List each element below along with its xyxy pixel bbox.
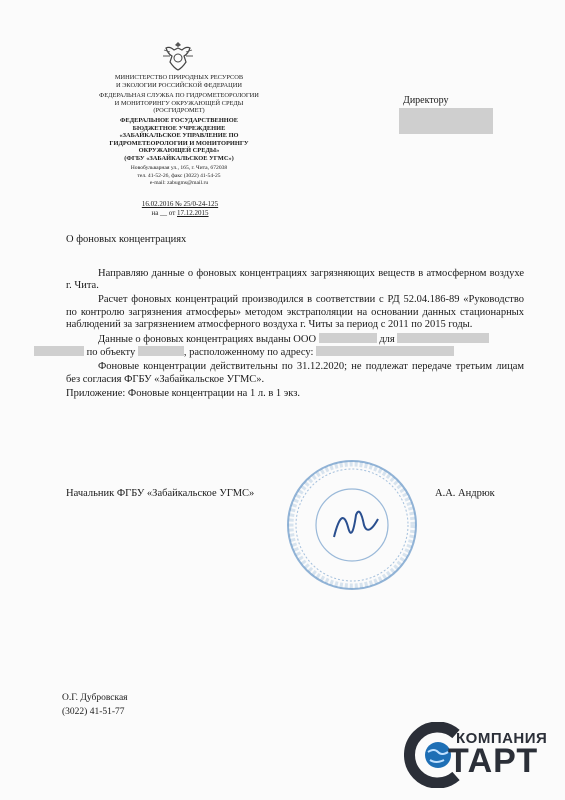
attachment-note: Приложение: Фоновые концентрации на 1 л. в 1 экз. bbox=[66, 387, 301, 399]
paragraph-3: Данные о фоновых концентрациях выданы ООО для по объекту , расположенному по адресу: bbox=[66, 333, 524, 359]
paragraph-2: Расчет фоновых концентраций производился в соответствии с РД 52.04.186-89 «Руководство по контролю загрязнения атмосферы» методом экстраполяции на основании данных стационарных наблюдений за загрязнением атмосферного воздуха г. Читы за период с 2011 по 2015 годы. bbox=[66, 294, 524, 330]
signer-name: А.А. Андрюк bbox=[435, 488, 495, 499]
paragraph-4: Фоновые концентрации действительны по 31.12.2020; не подлежат передаче третьим лицам без согласия ФГБУ «Забайкальское УГМС». bbox=[66, 361, 524, 385]
redacted-client-cont bbox=[34, 346, 84, 356]
executor-info bbox=[62, 691, 128, 719]
logo-word-main: ТАРТ bbox=[448, 742, 539, 780]
company-logo-watermark bbox=[404, 718, 560, 790]
redacted-object bbox=[138, 346, 184, 356]
phone-fax: тел. 41-52-26, факс (3022) 41-54-25 bbox=[137, 172, 221, 179]
letter-subject: О фоновых концентрациях bbox=[66, 234, 187, 245]
recipient-title: Директору bbox=[403, 95, 449, 106]
official-stamp bbox=[282, 455, 422, 595]
redacted-address bbox=[316, 346, 454, 356]
redacted-company bbox=[319, 333, 377, 343]
ministry-name: МИНИСТЕРСТВО ПРИРОДНЫХ РЕСУРСОВ И ЭКОЛОГИИ РОССИЙСКОЙ ФЕДЕРАЦИИ bbox=[114, 74, 244, 89]
email: e-mail: zabugms@mail.ru bbox=[149, 180, 209, 187]
letter-body bbox=[66, 268, 524, 402]
institution-name: ФЕДЕРАЛЬНОЕ ГОСУДАРСТВЕННОЕ БЮДЖЕТНОЕ УЧРЕЖДЕНИЕ «ЗАБАЙКАЛЬСКОЕ УПРАВЛЕНИЕ ПО ГИДРОМЕТЕОРОЛОГИИ И МОНИТОРИНГУ ОКРУЖАЮЩЕЙ СРЕДЫ» (ФГБУ «ЗАБАЙКАЛЬСКОЕ УГМС») bbox=[109, 117, 249, 162]
logo-word-top: КОМПАНИЯ bbox=[456, 730, 548, 747]
paragraph-1: Направляю данные о фоновых концентрациях загрязняющих веществ в атмосферном воздухе г. Чита. bbox=[66, 268, 524, 292]
redacted-recipient-name bbox=[399, 108, 493, 134]
signature-scribble bbox=[334, 512, 378, 537]
institution-contacts bbox=[64, 165, 294, 188]
address: Новобульварная ул., 165, г. Чита, 672038 bbox=[130, 165, 228, 171]
executor-phone: (3022) 41-51-77 bbox=[62, 707, 125, 717]
outgoing-reference: 16.02.2016 № 25/0-24-125 на __ от 17.12.2015 bbox=[141, 200, 219, 217]
executor-name: О.Г. Дубровская bbox=[62, 693, 128, 703]
redacted-client bbox=[397, 333, 489, 343]
service-name: ФЕДЕРАЛЬНАЯ СЛУЖБА ПО ГИДРОМЕТЕОРОЛОГИИ И МОНИТОРИНГУ ОКРУЖАЮЩЕЙ СРЕДЫ (РОСГИДРОМЕТ) bbox=[99, 92, 259, 115]
coat-of-arms-emblem bbox=[160, 38, 196, 74]
signer-title: Начальник ФГБУ «Забайкальское УГМС» bbox=[66, 488, 255, 499]
